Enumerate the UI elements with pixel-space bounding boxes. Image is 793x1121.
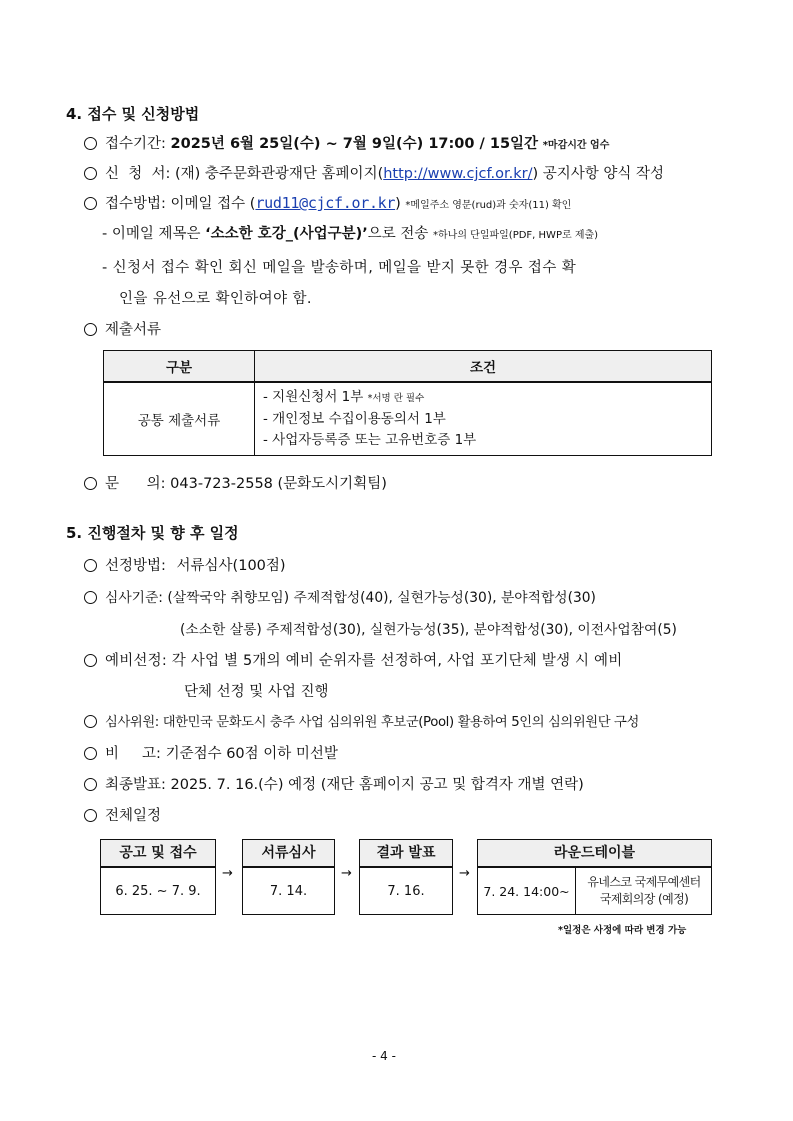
schedule-step-date: 6. 25. ~ 7. 9. [100,867,216,915]
circle-bullet-icon [84,591,97,604]
email-subject-prefix: - 이메일 제목은 [102,226,206,242]
selection-method-row [84,554,286,575]
committee-value: 대한민국 문화도시 충주 사업 심의위원 후보군(Pool) 활용하여 5인의 심의위원단 구성 [162,715,639,730]
confirm-line-1: - 신청서 접수 확인 회신 메일을 발송하며, 메일을 받지 못한 경우 접수 확 [102,260,577,276]
circle-bullet-icon [84,747,97,760]
condition-item: - 사업자등록증 또는 고유번호증 1부 [263,432,477,448]
reception-method-suffix: ) [395,196,401,212]
table-header-category: 구분 [104,351,255,383]
overall-schedule-row [84,804,161,825]
circle-bullet-icon [84,323,97,336]
selection-method-label: 선정방법: [105,558,166,574]
submission-docs-table [103,350,712,456]
section4-title: 4. 접수 및 신청방법 [66,105,200,123]
circle-bullet-icon [84,477,97,490]
criteria-label: 심사기준: [105,590,163,606]
reception-period-label: 접수기간: [105,136,166,152]
reception-period-value: 2025년 6월 25일(수) ~ 7월 9일(수) 17:00 / 15일간 [170,136,539,152]
application-form-prefix: (재) 충주문화관광재단 홈페이지( [174,166,384,182]
final-announcement-value: 2025. 7. 16.(수) 예정 (재단 홈페이지 공고 및 합격자 개별 연락) [170,777,584,793]
committee-label: 심사위원: [105,715,159,730]
application-form-row [84,162,664,183]
reserve-line-2: 단체 선정 및 사업 진행 [184,684,329,700]
application-form-suffix: ) 공지사항 양식 작성 [532,166,665,182]
email-subject-note: *하나의 단일파일(PDF, HWP로 제출) [433,230,599,241]
schedule-step-date: 7. 16. [359,867,453,915]
selection-method-value: 서류심사(100점) [176,558,286,574]
reception-method-note: *메일주소 영문(rud)과 숫자(11) 확인 [405,200,572,211]
final-announcement-row [84,773,584,794]
email-subject-suffix: 으로 전송 [367,226,429,242]
circle-bullet-icon [84,715,97,728]
page-number: - 4 - [372,1049,396,1063]
schedule-step-detail [477,867,712,915]
homepage-link[interactable]: http://www.cjcf.or.kr/ [383,166,533,182]
schedule-step-title: 공고 및 접수 [100,839,216,868]
schedule-step-venue: 유네스코 국제무예센터 국제회의장 (예정) [587,875,701,906]
table-header-condition: 조건 [255,351,712,383]
circle-bullet-icon [84,654,97,667]
condition-item: - 개인정보 수집이용동의서 1부 [263,411,446,427]
final-announcement-label: 최종발표: [105,777,166,793]
right-arrow-icon: → [222,866,233,881]
reserve-label: 예비선정: [105,653,167,669]
circle-bullet-icon [84,197,97,210]
circle-bullet-icon [84,559,97,572]
criteria-line-1: (살짝국악 취향모임) 주제적합성(40), 실현가능성(30), 분야적합성(30) [167,590,596,606]
reserve-row [84,649,622,670]
submission-docs-row [84,318,161,339]
right-arrow-icon: → [459,866,470,881]
submission-docs-label: 제출서류 [105,322,162,338]
right-arrow-icon: → [341,866,352,881]
circle-bullet-icon [84,809,97,822]
circle-bullet-icon [84,167,97,180]
schedule-step-title: 라운드테이블 [477,839,712,868]
table-cell-category: 공통 제출서류 [104,382,255,456]
table-row [104,382,712,456]
circle-bullet-icon [84,778,97,791]
schedule-step-title: 서류심사 [242,839,335,868]
criteria-row [84,586,596,606]
inquiry-label: 문 의: [105,476,166,492]
remark-value: 기준점수 60점 이하 미선발 [165,746,338,762]
reception-method-label: 접수방법: 이메일 접수 ( [105,196,256,212]
confirm-line-2: 인을 유선으로 확인하여야 함. [119,291,312,307]
email-link[interactable]: rud11@cjcf.or.kr [255,194,396,212]
reception-method-row [84,192,571,213]
remark-label: 비 고: [105,746,161,762]
overall-schedule-label: 전체일정 [105,808,162,824]
reception-period-note: *마감시간 엄수 [542,140,610,151]
inquiry-row [84,472,387,493]
email-subject-row [102,222,598,243]
committee-row [84,711,639,730]
remark-row [84,742,338,763]
condition-item-note: *서명 란 필수 [367,393,425,404]
application-form-label: 신 청 서: [105,166,171,182]
circle-bullet-icon [84,137,97,150]
email-subject-value: ‘소소한 호강_(사업구분)’ [205,226,368,242]
table-cell-conditions [255,382,712,456]
section5-title: 5. 진행절차 및 향 후 일정 [66,524,239,542]
schedule-note: *일정은 사정에 따라 변경 가능 [558,925,687,936]
schedule-step-title: 결과 발표 [359,839,453,868]
condition-item: - 지원신청서 1부 *서명 란 필수 [263,389,425,405]
schedule-step-date: 7. 24. 14:00~ [478,868,576,914]
reception-period-row [84,132,609,153]
reserve-line-1: 각 사업 별 5개의 예비 순위자를 선정하여, 사업 포기단체 발생 시 예비 [171,653,623,669]
criteria-line-2: (소소한 살롱) 주제적합성(30), 실현가능성(35), 분야적합성(30), 이전사업참여(5) [180,622,677,638]
schedule-step-date: 7. 14. [242,867,335,915]
inquiry-value: 043-723-2558 (문화도시기획팀) [170,476,387,492]
